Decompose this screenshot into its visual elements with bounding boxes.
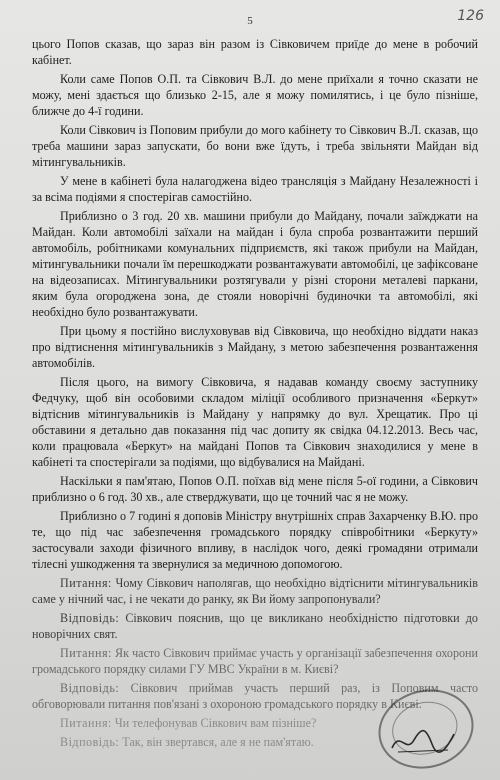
paragraph: цього Попов сказав, що зараз він разом із Сівковичем приїде до мене в робочий кабінет. bbox=[32, 37, 478, 67]
answer-text: Сівкович приймав участь перший раз, із Поповим часто обговорювали питання пов'язані з охороною громадського порядку в Києві. bbox=[32, 681, 478, 711]
question-text: Чому Сівкович наполягав, що необхідно відтіснити мітингувальників саме у нічний час, і не чекати до ранку, як Ви йому запропонували? bbox=[32, 576, 478, 606]
paragraph: Наскільки я пам'ятаю, Попов О.П. поїхав від мене після 5-ої години, а Сівкович приблизно о 6 год. 30 хв., але стверджувати, що це точний час я не можу. bbox=[32, 474, 478, 504]
signature-icon bbox=[388, 720, 458, 760]
paragraph: Приблизно о 7 годині я доповів Міністру внутрішніх справ Захарченку В.Ю. про те, що під час забезпечення громадського порядку співробітники «Беркуту» застосували заходи фізичного впливу, в наслідок чого, деякі громадяни отримали тілесні ушкодження та звернулися за медичною допомогою. bbox=[32, 509, 478, 571]
paragraph: При цьому я постійно вислуховував від Сівковича, що необхідно віддати наказ про відтиснення мітингувальників з Майдану, з метою забезпечення розвантаження автомобілів. bbox=[32, 324, 478, 370]
answer-label: Відповідь: bbox=[60, 735, 120, 749]
question-label: Питання: bbox=[60, 716, 112, 730]
handwritten-page-mark: 126 bbox=[457, 8, 484, 24]
paragraph: Коли саме Попов О.П. та Сівкович В.Л. до мене приїхали я точно сказати не можу, мені здається що близько 2-15, але я можу помилятись, і це було пізніше, ближче до 4-ї години. bbox=[32, 72, 478, 118]
document-body bbox=[32, 36, 478, 753]
question-label: Питання: bbox=[60, 646, 112, 660]
question-text: Чи телефонував Сівкович вам пізніше? bbox=[114, 716, 317, 730]
paragraph: Приблизно о 3 год. 20 хв. машини прибули до Майдану, почали заїжджати на Майдан. Коли автомобілі заїхали на майдан і була спроба розвантажити перший автомобіль, робітниками комунальних підприємств, які також прибули на Майдан, мітингувальники почали їм перешкоджати розвантажувати автомобілі, це зафіксоване на відеозаписах. Мітингувальники розтягували у різні сторони металеві паркани, яким була огороджена зона, де стояли новорічні будиночки та автомобілі, які необхідно було розвантажувати. bbox=[32, 209, 478, 319]
question-paragraph bbox=[32, 645, 478, 677]
answer-text: Так, він звертався, але я не пам'ятаю. bbox=[122, 735, 314, 749]
paragraph: Коли Сівкович із Поповим прибули до мого кабінету то Сівкович В.Л. сказав, що треба машини зараз запускати, бо вони вже їдуть, і треба звільняти Майдан від мітингувальників. bbox=[32, 123, 478, 169]
paragraph: У мене в кабінеті була налагоджена відео трансляція з Майдану Незалежності і за всіма подіями я спостерігав самостійно. bbox=[32, 174, 478, 204]
question-paragraph bbox=[32, 575, 478, 607]
answer-label: Відповідь: bbox=[60, 681, 120, 695]
question-text: Як часто Сівкович приймає участь у організації забезпечення охорони громадського порядку силами ГУ МВС України в м. Києві? bbox=[32, 646, 478, 676]
answer-text: Сівкович пояснив, що це викликано необхідністю підготовки до новорічних свят. bbox=[32, 611, 478, 641]
paragraph: Після цього, на вимогу Сівковича, я надавав команду своєму заступнику Федчуку, щоб він особовими складом міліції особливого призначення «Беркут» відтіснив мітингувальників із Майдану у напрямку до вул. Хрещатик. Про ці обставини я детально дав показання під час допиту як свідка 04.12.2013. Весь час, коли працювала «Беркут» на майдані Попов та Сівкович знаходилися у мене в кабінеті та спостерігали за подіями, що відбувалися на Майдані. bbox=[32, 375, 478, 469]
answer-label: Відповідь: bbox=[60, 611, 120, 625]
question-label: Питання: bbox=[60, 576, 112, 590]
answer-paragraph bbox=[32, 610, 478, 642]
page-number: 5 bbox=[247, 15, 253, 27]
